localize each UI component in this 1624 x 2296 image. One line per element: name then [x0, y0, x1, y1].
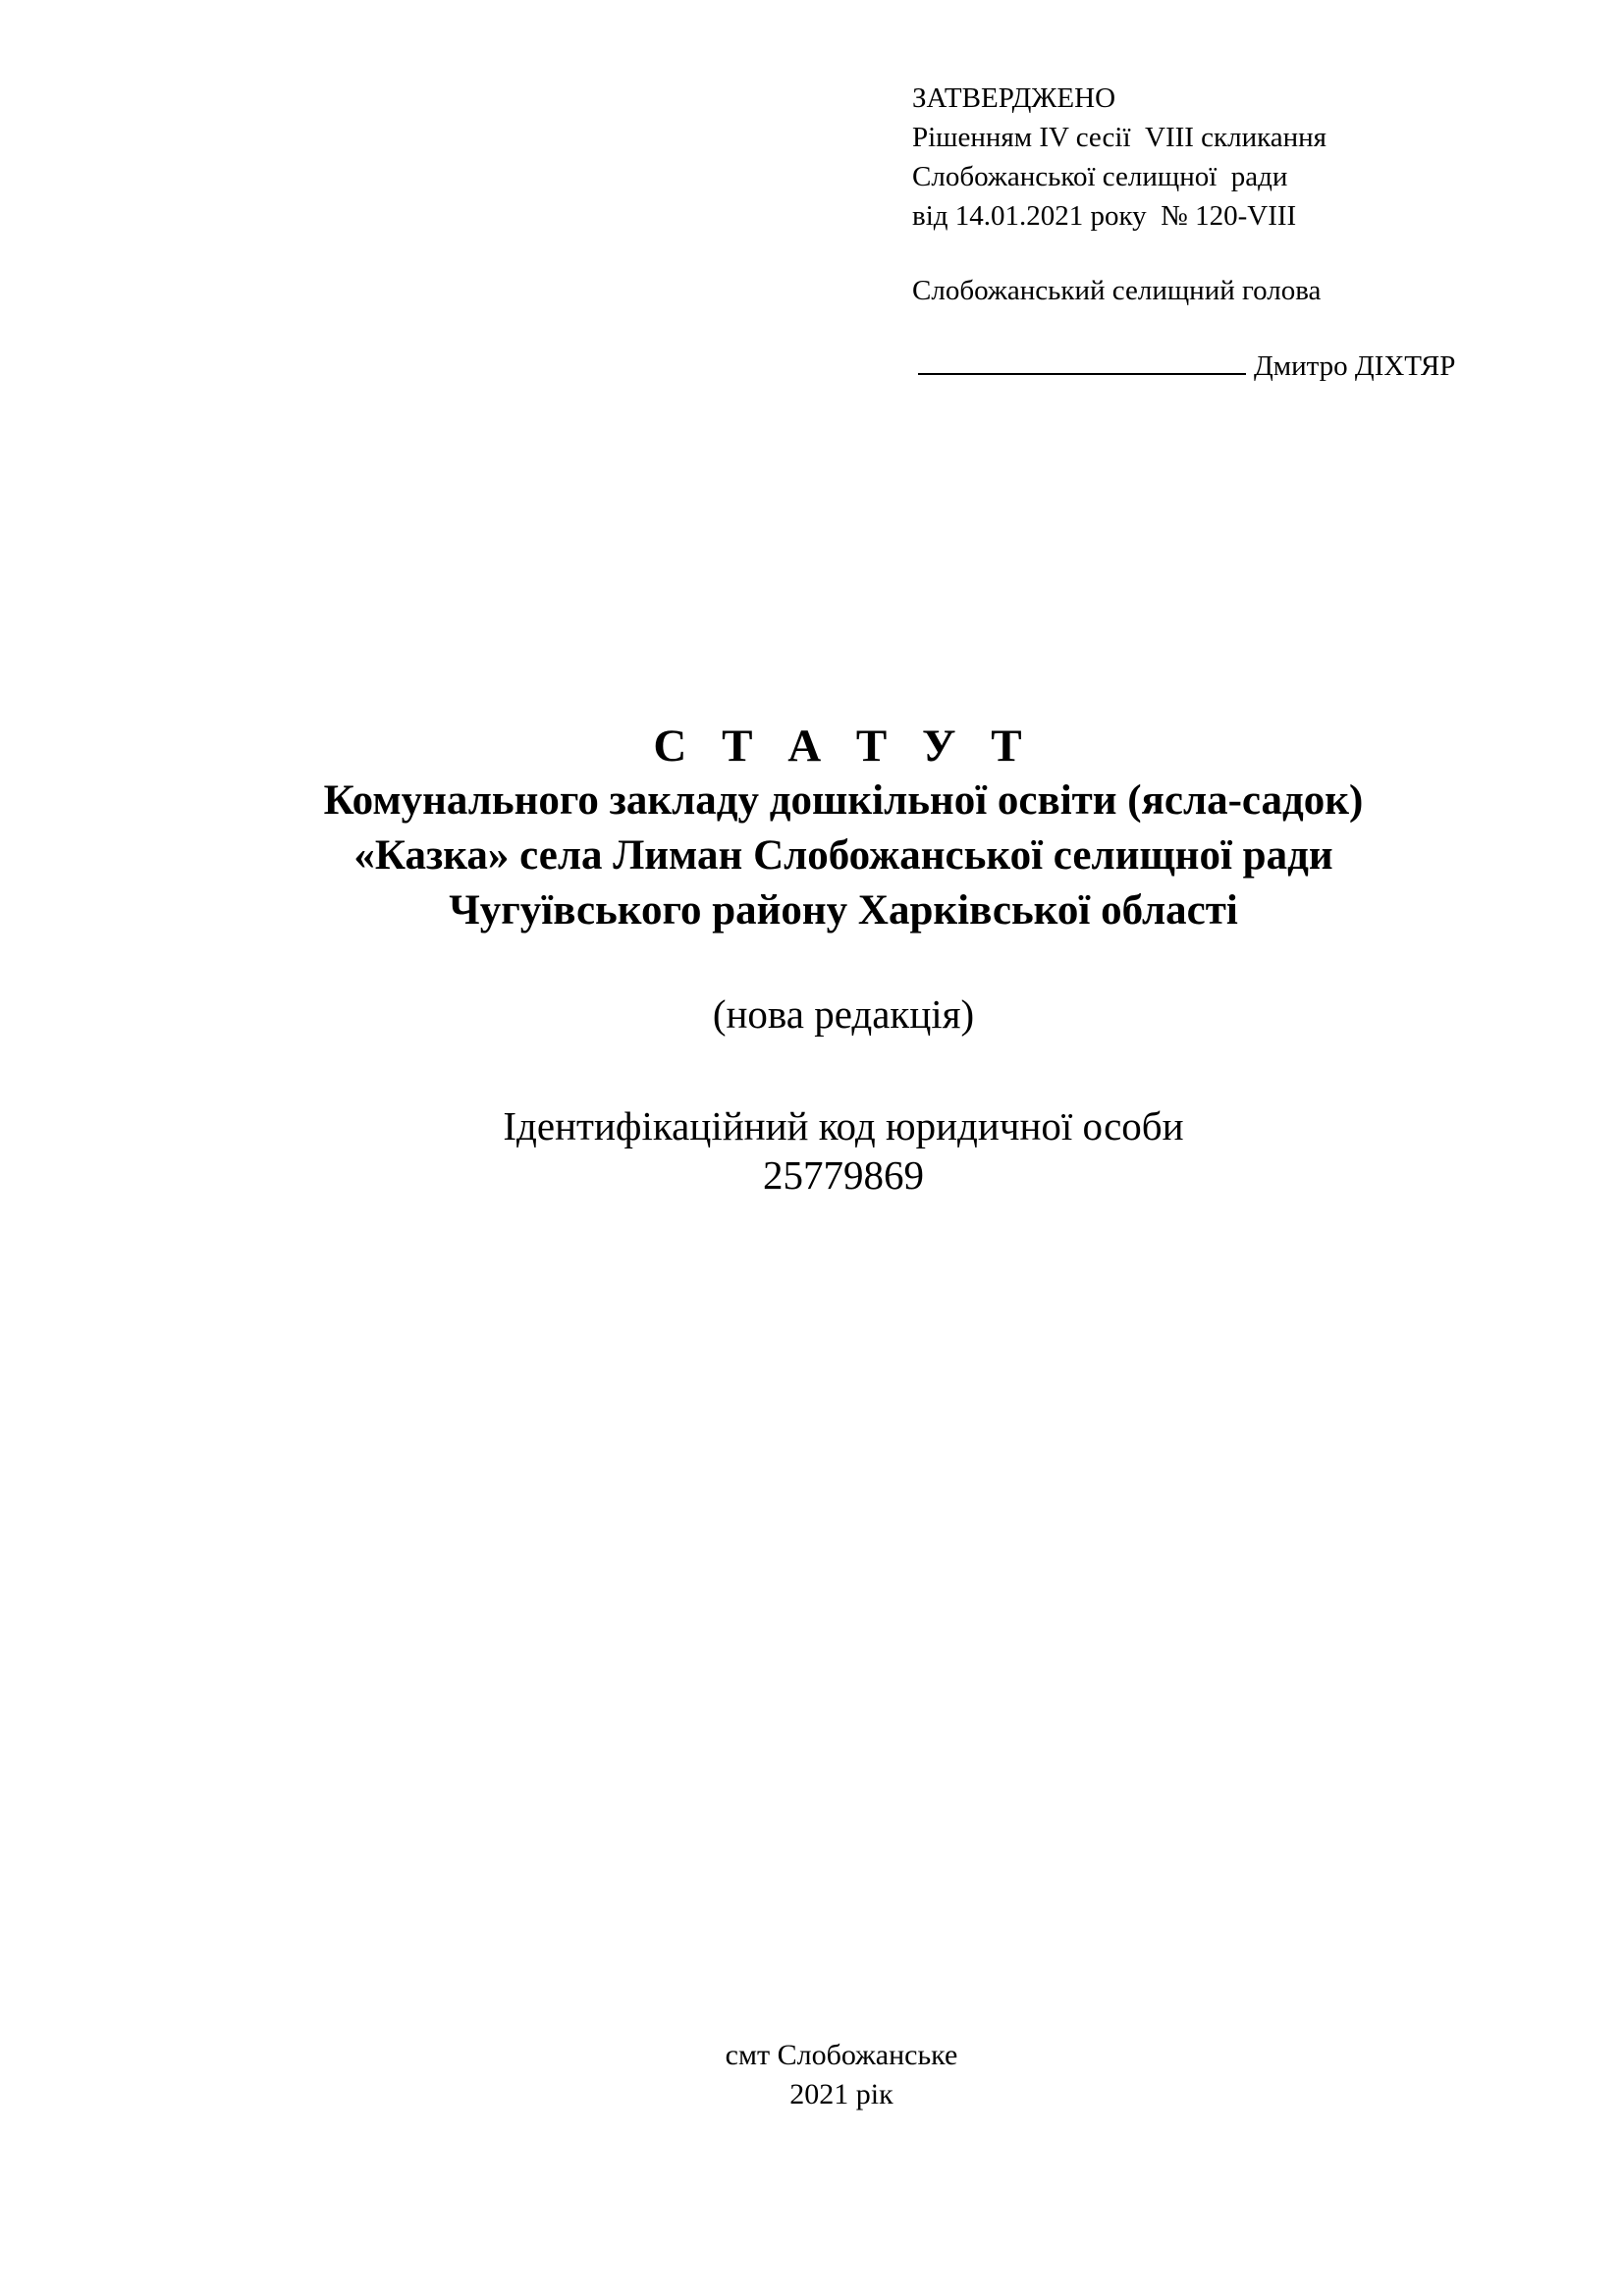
- approval-status: ЗАТВЕРДЖЕНО: [912, 82, 1116, 114]
- institution-line-1: Комунального закладу дошкільної освіти (ясла-садок): [323, 777, 1364, 824]
- document-title-block: [0, 719, 1624, 938]
- mayor-title: Слобожанський селищний голова: [912, 275, 1322, 306]
- approval-council: Слобожанської селищної ради: [912, 161, 1288, 192]
- institution-line-3: Чугуївського району Харківської області: [449, 887, 1238, 934]
- approval-date: від 14.01.2021 року № 120-VIII: [912, 200, 1297, 232]
- footer-block: [0, 2036, 1624, 2114]
- identification-label: Ідентифікаційний код юридичної особи: [503, 1103, 1184, 1148]
- footer-place: смт Слобожанське: [725, 2039, 958, 2071]
- document-heading: С Т А Т У Т: [653, 721, 1034, 772]
- mayor-name: Дмитро ДІХТЯР: [1254, 350, 1456, 382]
- edition-note: (нова редакція): [712, 991, 975, 1037]
- approval-block: [912, 79, 1599, 386]
- identification-code: 25779869: [763, 1152, 924, 1198]
- signature-blank: [918, 346, 1246, 375]
- footer-year: 2021 рік: [789, 2078, 893, 2110]
- signature-line: [912, 346, 1599, 386]
- identification-block: [0, 1101, 1624, 1200]
- institution-line-2: «Казка» села Лиман Слобожанської селищної ради: [353, 832, 1333, 879]
- approval-decision: Рішенням IV сесії VIII скликання: [912, 122, 1327, 153]
